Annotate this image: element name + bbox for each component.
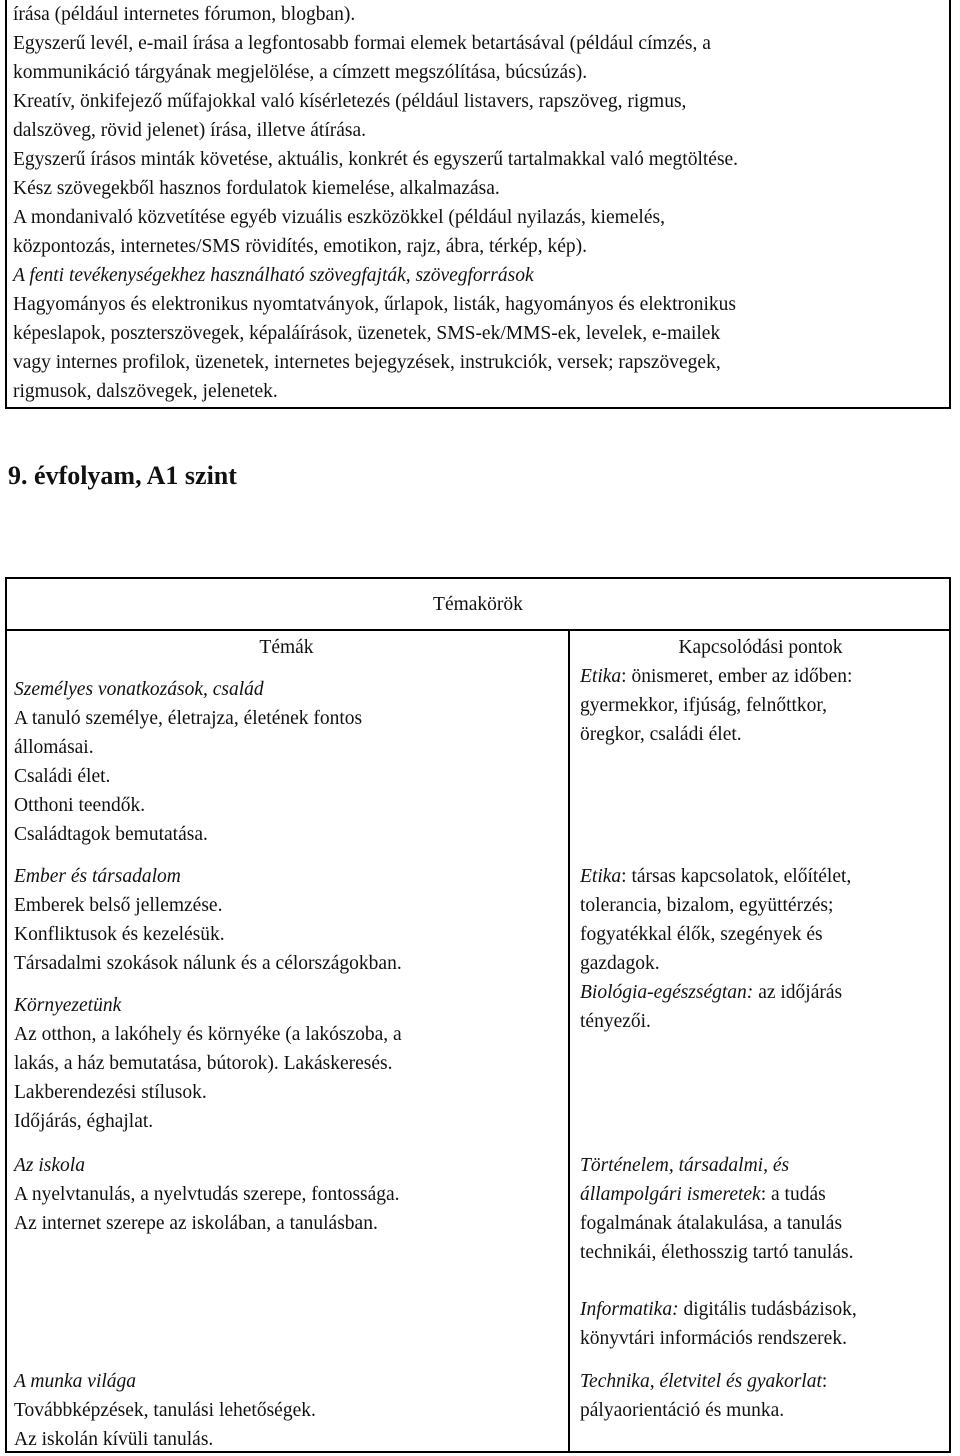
connection-text: társas kapcsolatok, előítélet, [631, 866, 852, 887]
column-header-topics: Témák [259, 637, 314, 658]
text-line: Kész szövegekből hasznos fordulatok kiemelése, alkalmazása. [13, 178, 500, 199]
connection-block-history [580, 1151, 853, 1267]
topic-line: Társadalmi szokások nálunk és a célországokban. [14, 953, 402, 974]
text-line: képeslapok, poszterszövegek, képaláírások, üzenetek, SMS-ek/MMS-ek, levelek, e-mailek [13, 323, 721, 344]
column-header-connections: Kapcsolódási pontok [678, 637, 843, 658]
topic-line: Az otthon, a lakóhely és környéke (a lakószoba, a [14, 1024, 402, 1045]
topic-title: Környezetünk [14, 995, 122, 1016]
topic-block-environment [14, 991, 402, 1136]
topic-title: Az iskola [14, 1155, 85, 1176]
connection-block-ethics-1 [580, 662, 852, 749]
text-line: központozás, internetes/SMS rövidítés, emotikon, rajz, ábra, térkép, kép). [13, 236, 588, 257]
topic-line: Családi élet. [14, 766, 111, 787]
curriculum-text-box [5, 0, 951, 409]
topic-line: Időjárás, éghajlat. [14, 1111, 154, 1132]
separator: : [821, 1371, 828, 1392]
text-line: Egyszerű írásos minták követése, aktuális, konkrét és egyszerű tartalmakkal való megtöltése. [13, 149, 739, 170]
topic-line: Konfliktusok és kezelésük. [14, 924, 225, 945]
topic-block-work [14, 1367, 316, 1454]
topic-title: Személyes vonatkozások, család [14, 679, 264, 700]
topics-table [5, 577, 951, 1453]
topic-line: lakás, a ház bemutatása, bútorok). Lakáskeresés. [14, 1053, 393, 1074]
topic-line: Családtagok bemutatása. [14, 824, 208, 845]
connection-subject: Etika [580, 866, 622, 887]
separator: : [760, 1184, 772, 1205]
section-heading: 9. évfolyam, A1 szint [8, 461, 237, 490]
connection-line [580, 1367, 827, 1396]
connection-line [580, 1180, 853, 1209]
connection-subject: Technika, életvitel és gyakorlat [580, 1371, 822, 1392]
connection-block-ethics-2 [580, 862, 851, 978]
topic-line: Az iskolán kívüli tanulás. [14, 1429, 214, 1450]
connection-text: önismeret, ember az időben: [631, 666, 853, 687]
topic-line: Továbbképzések, tanulási lehetőségek. [14, 1400, 316, 1421]
text-line: rigmusok, dalszövegek, jelenetek. [13, 381, 278, 402]
text-line: Kreatív, önkifejező műfajokkal való kísérletezés (például listavers, rapszöveg, rigmus, [13, 91, 687, 112]
connection-subject: Biológia-egészségtan: [580, 982, 754, 1003]
connection-line [580, 1295, 857, 1324]
connection-line: pályaorientáció és munka. [580, 1400, 785, 1421]
table-column-divider [568, 629, 570, 1453]
connection-text: digitális tudásbázisok, [683, 1299, 857, 1320]
topic-line: állomásai. [14, 737, 94, 758]
connection-line: gazdagok. [580, 953, 660, 974]
topic-line: A nyelvtanulás, a nyelvtudás szerepe, fontossága. [14, 1184, 400, 1205]
connection-line: technikái, élethosszig tartó tanulás. [580, 1242, 854, 1263]
text-line: írása (például internetes fórumon, blogban). [13, 4, 356, 25]
table-header-divider [5, 629, 951, 631]
connection-line: gyermekkor, ifjúság, felnőttkor, [580, 695, 827, 716]
connection-line: tolerancia, bizalom, együttérzés; [580, 895, 834, 916]
connection-subject: Informatika: [580, 1299, 679, 1320]
topic-block-school [14, 1151, 400, 1238]
connection-text: a tudás [771, 1184, 826, 1205]
connection-text: az időjárás [758, 982, 843, 1003]
separator: : [621, 866, 632, 887]
text-line: Egyszerű levél, e-mail írása a legfontosabb formai elemek betartásával (például címzés, a [13, 33, 711, 54]
topic-title: A munka világa [14, 1371, 137, 1392]
connection-subject: Etika [580, 666, 622, 687]
connection-line [580, 662, 852, 691]
text-line: dalszöveg, rövid jelenet) írása, illetve átírása. [13, 120, 367, 141]
topic-title: Ember és társadalom [14, 866, 181, 887]
connection-line: öregkor, családi élet. [580, 724, 742, 745]
connection-line: fogalmának átalakulása, a tanulás [580, 1213, 843, 1234]
connection-block-technology [580, 1367, 827, 1425]
text-line: kommunikáció tárgyának megjelölése, a címzett megszólítása, búcsúzás). [13, 62, 588, 83]
connection-line [580, 978, 842, 1007]
connection-line: tényezői. [580, 1011, 651, 1032]
table-header-topics: Témakörök [433, 594, 523, 615]
connection-line: könyvtári információs rendszerek. [580, 1328, 847, 1349]
topic-line: Az internet szerepe az iskolában, a tanulásban. [14, 1213, 378, 1234]
text-line: A mondanivaló közvetítése egyéb vizuális eszközökkel (például nyilazás, kiemelés, [13, 207, 665, 228]
connection-line: fogyatékkal élők, szegények és [580, 924, 823, 945]
text-line: vagy internes profilok, üzenetek, internetes bejegyzések, instrukciók, versek; rapszövegek, [13, 352, 721, 373]
topic-line: Otthoni teendők. [14, 795, 146, 816]
connection-subject: állampolgári ismeretek [580, 1184, 761, 1205]
connection-subject: Történelem, társadalmi, és [580, 1155, 790, 1176]
topic-block-family [14, 675, 362, 849]
topic-block-society [14, 862, 402, 978]
text-types-subheading: A fenti tevékenységekhez használható szövegfajták, szövegforrások [13, 265, 534, 286]
connection-line [580, 862, 851, 891]
topic-line: Emberek belső jellemzése. [14, 895, 223, 916]
separator: : [621, 666, 632, 687]
topic-line: Lakberendezési stílusok. [14, 1082, 207, 1103]
topic-line: A tanuló személye, életrajza, életének fontos [14, 708, 363, 729]
connection-block-biology [580, 978, 842, 1036]
connection-block-informatics [580, 1295, 857, 1353]
text-line: Hagyományos és elektronikus nyomtatványok, űrlapok, listák, hagyományos és elektronikus [13, 294, 736, 315]
